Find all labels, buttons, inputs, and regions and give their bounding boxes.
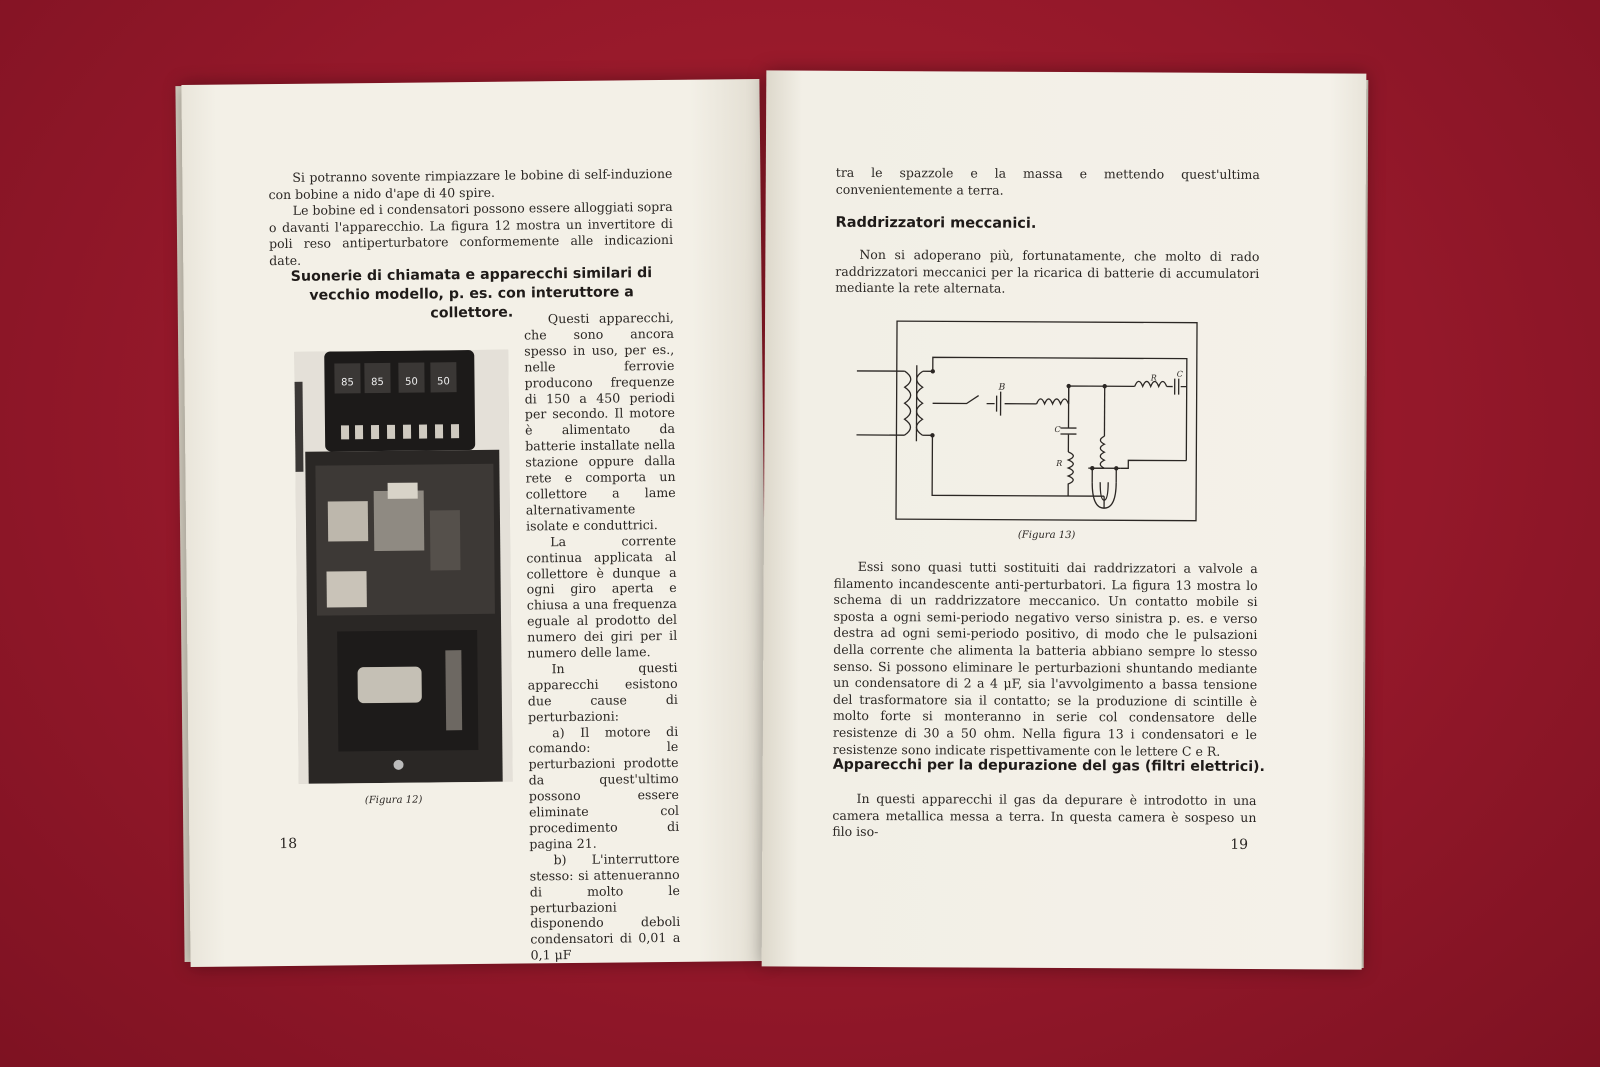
label-resistor-top-r: R [1150, 373, 1157, 383]
column-paragraph: Questi apparecchi, che sono ancora spesso in uso, per es., nelle ferrovie producono frequenze di 150 a 450 periodi per secondo. Il motore è alimentato da batterie installate nella stazione oppure dalla rete e comporta un collettore a lame alternativamente isolate e conduttrici. [523, 309, 676, 534]
right-paragraph-1 [835, 247, 1259, 299]
figure-12-caption: (Figura 12) [364, 794, 423, 807]
rectifier-schematic [856, 319, 1219, 549]
paragraph-raddrizzatori: Non si adoperano più, fortunatamente, che molto di rado raddrizzatori meccanici per la ricarica di batterie di accumulatori mediante la rete alternata. [835, 246, 1260, 296]
label-capacitor-top-c: C [1176, 369, 1183, 379]
right-paragraph-2 [833, 559, 1258, 760]
label-50: 50 [405, 376, 418, 388]
figure-13-caption: (Figura 13) [1017, 529, 1076, 542]
left-heading: Suonerie di chiamata e apparecchi similari di vecchio modello, p. es. con interuttore a collettore. [290, 265, 653, 322]
figure-12-photo [294, 350, 513, 784]
intro-paragraph: Si potranno sovente rimpiazzare le bobine di self-induzione con bobine a nido d'ape di 40 spire. [268, 165, 673, 202]
switch-apparatus-photo [294, 350, 513, 784]
left-page [181, 79, 768, 967]
label-85: 85 [371, 376, 384, 389]
column-paragraph: a) Il motore di comando: le perturbazioni prodotte da quest'ultimo possono essere eliminate col procedimento di pagina 21. [528, 723, 680, 852]
paragraph-figura-13: Essi sono quasi tutti sostituiti dai raddrizzatori a valvole a filamento incandescente anti-perturbatori. La figura 13 mostra lo schema di un raddrizzatore meccanico. Un contatto mobile si sposta a ogni semi-periodo negativo verso sinistra p. es. e verso destra ad ogni semi-periodo positivo, di modo che le pulsazioni della corrente che alimenta la batteria abbiano sempre lo stesso senso. Si possono eliminare le perturbazioni shuntando mediante un condensatore di 2 a 4 μF, sia l'avvolgimento a bassa tensione del trasformatore sia il contatto; se la produzione di scintille è molto forte si monteranno in serie col condensatore delle resistenze di 30 a 50 ohm. Nella figura 13 i condensatori e le resistenze sono indicate rispettivamente con le lettere C e R. [832, 558, 1258, 759]
heading-raddrizzatori: Raddrizzatori meccanici. [835, 214, 1037, 232]
paragraph-gas: In questi apparecchi il gas da depurare è introdotto in una camera metallica messa a terra. In questa camera è sospeso un filo iso- [832, 790, 1257, 840]
intro-paragraph: tra le spazzole e la massa e mettendo quest'ultima convenientemente a terra. [835, 164, 1260, 198]
right-intro-text [836, 165, 1260, 200]
label-85: 85 [341, 377, 354, 389]
column-paragraph: b) L'interruttore stesso: si attenueranno di molto le perturbazioni disponendo deboli condensatori di 0,01 a 0,1 μF [529, 850, 681, 963]
column-paragraph: La corrente continua applicata al collettore è dunque a ogni giro aperta e chiusa a una frequenza eguale al prodotto del numero dei giri per il numero delle lame. [526, 532, 678, 661]
label-battery-b: B [998, 382, 1006, 393]
heading-depurazione-gas: Apparecchi per la depurazione del gas (filtri elettrici). [832, 756, 1266, 776]
page-number-19: 19 [1230, 836, 1249, 853]
right-paragraph-3 [832, 791, 1256, 843]
column-paragraph: In questi apparecchi esistono due cause di perturbazioni: [527, 659, 678, 725]
label-capacitor-c: C [1054, 424, 1061, 434]
left-column-text [524, 310, 681, 964]
intro-paragraph: Le bobine ed i condensatori possono essere alloggiati sopra o davanti l'apparecchio. La figura 12 mostra un invertitore di poli reso antiperturbatore conformemente alle indicazioni date. [268, 199, 674, 269]
figure-13-circuit [856, 319, 1219, 549]
left-intro-text [268, 166, 673, 270]
right-page [762, 70, 1367, 969]
label-50: 50 [437, 376, 450, 388]
label-resistor-r: R [1056, 458, 1063, 468]
page-number-18: 18 [279, 835, 298, 853]
